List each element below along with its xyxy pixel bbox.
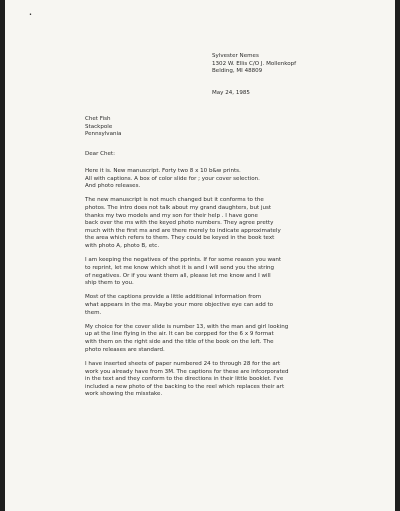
text-line: back over the ms with the keyed photo numbers. They agree pretty (85, 220, 274, 227)
sender-city: Belding, MI 48809 (212, 68, 263, 75)
text-line: them. (85, 309, 102, 316)
paragraph (85, 197, 355, 250)
recipient-company: Stackpole (85, 123, 113, 130)
paragraph (85, 324, 355, 354)
text-line: with them on the right side and the title of the book on the left. The (85, 339, 274, 346)
text-line: to reprint, let me know which shot it is and I will send you the string (85, 264, 275, 271)
text-line: what appears in the ms. Maybe your more objective eye can add to (85, 301, 274, 308)
paragraph (85, 294, 355, 317)
text-line: much with the first ms and are there merely to indicate approximately (85, 227, 281, 234)
text-line: photo releases are standard. (85, 346, 165, 353)
text-line: I am keeping the negatives of the pprints. If for some reason you want (85, 257, 282, 264)
recipient-name: Chet Fish (85, 116, 111, 122)
paragraph (85, 257, 355, 287)
text-line: I have inserted sheets of paper numbered 24 to through 28 for the art (85, 360, 281, 367)
text-line: the area which refers to them. They could be keyed in the book text (85, 235, 275, 242)
text-line: ship them to you. (85, 280, 134, 287)
text-line: And photo releases. (85, 183, 141, 190)
text-line: All with captions. A box of color slide for ; your cover selection. (85, 175, 260, 182)
text-line: up at the line flying in the air. It can be corpped for the 6 x 9 format (85, 331, 274, 338)
sender-name: Sylvester Nemes (212, 53, 259, 59)
text-line: of negatives. Or if you want them all, please let me know and I will (85, 272, 271, 279)
text-line: work you already have from 3M. The captions for these are infcorporated (85, 368, 289, 375)
paragraph (85, 361, 355, 399)
text-line: with photo A, photo B, etc. (85, 243, 160, 250)
text-line: thanks my two models and my son for their help . I have gone (85, 212, 258, 219)
recipient-address (85, 116, 121, 139)
paragraph (85, 168, 355, 191)
salutation: Dear Chet: (85, 151, 115, 157)
text-line: work showing the misstake. (85, 391, 163, 398)
text-line: Most of the captions provide a little additional information from (85, 294, 262, 301)
letter-date: May 24, 1985 (212, 90, 250, 96)
sender-address (212, 53, 296, 76)
text-line: in the text and they conform to the directions in their little booklet. I've (85, 376, 284, 383)
text-line: photos. The intro does not talk about my grand daughters, but just (85, 205, 272, 212)
sender-street: 1302 W. Ellis C/O J. Mollenkopf (212, 60, 297, 67)
text-line: Here it is. New manuscript. Forty two 8 x 10 b&w prints. (85, 168, 241, 174)
letter-body (85, 168, 355, 406)
corner-mark: • (29, 12, 32, 18)
recipient-state: Pennsylvania (85, 131, 122, 138)
text-line: The new manuscript is not much changed but it conforms to the (85, 197, 264, 204)
text-line: included a new photo of the backing to the reel which replaces their art (85, 383, 285, 390)
text-line: My choice for the cover slide is number 13, with the man and girl looking (85, 323, 289, 330)
letter-page (5, 0, 395, 511)
